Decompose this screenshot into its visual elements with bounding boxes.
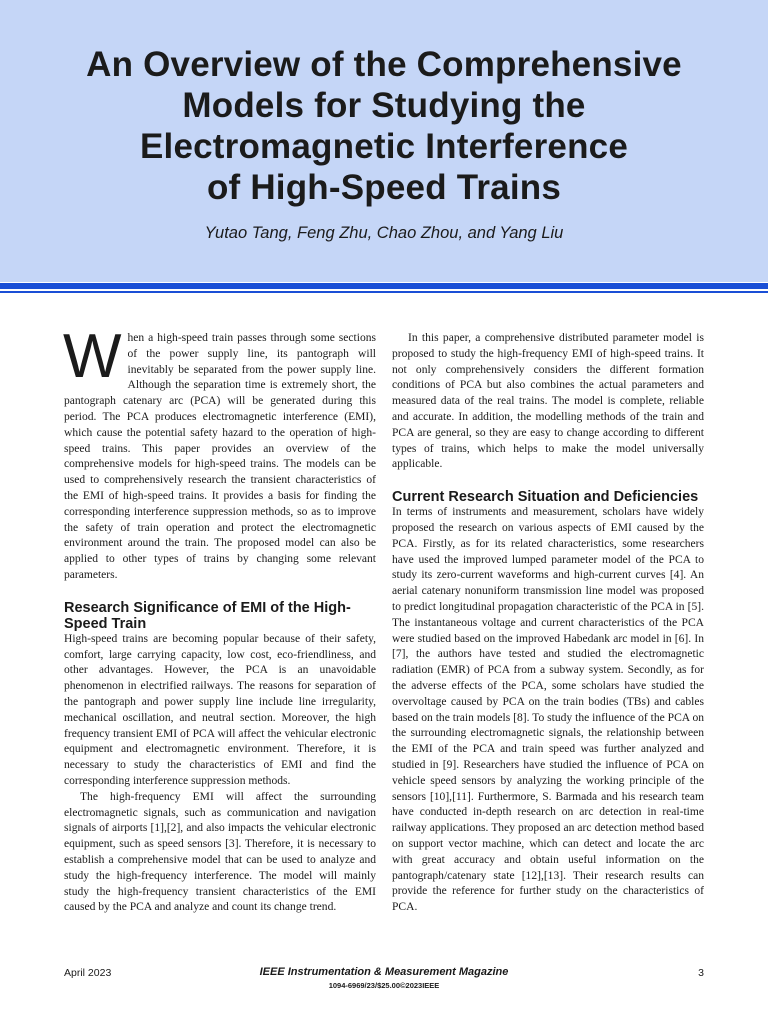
- title-line: An Overview of the Comprehensive: [86, 45, 682, 84]
- body-paragraph: In this paper, a comprehensive distributed parameter model is proposed to study the high-frequency EMI of high-speed trains. It not only comprehensively considers the different formation conditions of PCA but also combines the actual parameters and measured data of the real trains. The model is complete, reliable and accurate. In addition, the modelling methods of the train and PCA are general, so they are easy to change according to different types of trains, which helps to make the model universally applicable.: [392, 332, 704, 471]
- divider-rule-thin: [0, 291, 768, 293]
- section-heading-current-research: Current Research Situation and Deficiencies: [392, 489, 699, 506]
- body-paragraph: The high-frequency EMI will affect the surrounding electromagnetic signals, such as communication and navigation signals of airports [1],[2], and also impacts the vehicular electronic equipment, such as speed sensors [3]. Therefore, it is necessary to establish a comprehensive model that can be used to analyze and study the high-frequency interference. The model will mainly study the high-frequency transient characteristics of the EMI caused by the PCA and analyze and count its change trend.: [64, 790, 376, 914]
- left-column: [63, 322, 376, 916]
- title-line: Electromagnetic Interference: [140, 127, 628, 166]
- author-list: Yutao Tang, Feng Zhu, Chao Zhou, and Yang Liu: [204, 224, 564, 242]
- issn-line: 1094-6969/23/$25.00©2023IEEE: [328, 981, 440, 990]
- body-paragraph: In terms of instruments and measurement, scholars have widely proposed the research on various aspects of EMI caused by the PCA. Firstly, as for its related characteristics, some researchers have used the improved lumped parameter model of the PCA to study its zero-current waveforms and high-current curves [4]. An aerial catenary nonuniform transmission line model was proposed to predict longitudinal propagation characteristic of the PCA in [5]. The instantaneous voltage and current characteristics of the PCA were studied based on the improved Habedank arc model in [6]. In [7], the authors have tested and studied the electromagnetic radiation (EMR) of PCA from a subway system. Secondly, as for the adverse effects of the PCA, some scholars have studied the overvoltage caused by PCA on the train bodies (TBs) and cables based on the train models [8]. To study the influence of the PCA on the surrounding electromagnetic signals, the relationship between the EMI of the PCA and train speed was further analyzed and studied in [9]. Researchers have studied the influence of PCA on vehicle speed sensors by analyzing the working principle of the sensors [10],[11]. Furthermore, S. Barmada and his research team have conducted in-depth research on arc detection in real-time railway applications. They proposed an arc detection method based on support vector machine, which can detect and locate the arc with great accuracy and obtain useful information on the pantograph/catenary state [12],[13]. Their research results can provide the reference for further study on the characteristics of PCA.: [392, 506, 704, 914]
- drop-cap: W: [63, 322, 122, 391]
- magazine-name: IEEE Instrumentation & Measurement Magazine: [259, 966, 509, 978]
- issue-date: April 2023: [64, 967, 112, 979]
- intro-paragraph: [63, 322, 376, 584]
- title-line: of High-Speed Trains: [206, 168, 562, 207]
- title-line: Models for Studying the: [182, 86, 586, 125]
- page-number: 3: [698, 967, 704, 979]
- intro-text: hen a high-speed train passes through some sections of the power supply line, its pantograph will inevitably be separated from the power supply line. Although the separation time is extremely short, the pantograph catenary arc (PCA) will be generated during this period. The PCA produces electromagnetic interference (EMI), which cause the potential safety hazard to the operation of high-speed trains. This paper provides an overview of the comprehensive models for high-speed trains. The models can be used to comprehensively research the transient characteristics of the EMI of high-speed trains. It provides a basis for finding the corresponding interference suppression methods, so as to improve the safety of train operation and protect the electromagnetic environment around the train. The proposed model can also be applied to other types of trains by changing some relevant parameters.: [64, 332, 376, 581]
- article-title: [20, 44, 748, 208]
- right-column: [392, 331, 704, 916]
- divider-rule: [0, 283, 768, 289]
- body-paragraph: High-speed trains are becoming popular because of their safety, comfort, large carrying capacity, low cost, eco-friendliness, and other advantages. However, the PCA is an unavoidable phenomenon in electrified railways. The reasons for separation of the pantograph and power supply line include line irregularity, mechanical oscillation, and neutral section. Moreover, the high frequency transient EMI of PCA will affect the vehicular electronic equipment and electromagnetic environment. Therefore, it is necessary to study the characteristics of EMI and find the corresponding interference suppression methods.: [64, 632, 376, 787]
- section-heading-research-significance: Research Significance of EMI of the High-Speed Train: [64, 599, 351, 632]
